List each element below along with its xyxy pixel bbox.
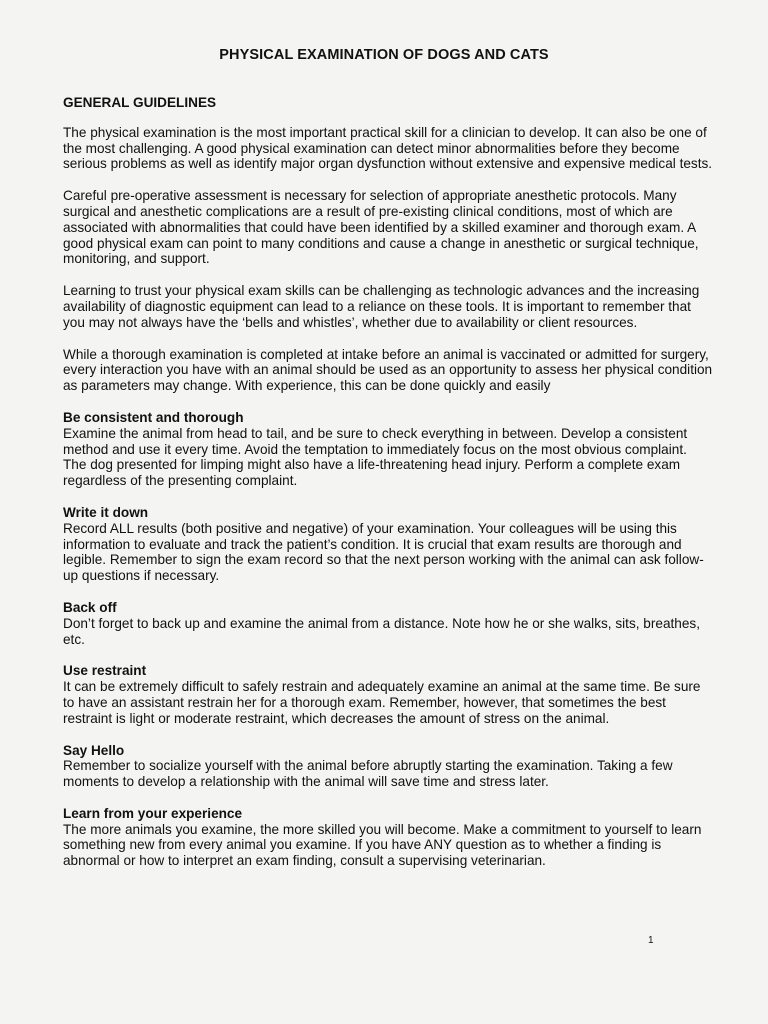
guideline-use-restraint bbox=[63, 663, 713, 726]
guideline-write-it-down bbox=[63, 505, 713, 584]
guideline-text: Examine the animal from head to tail, and be sure to check everything in between. Develop a consistent method and use it every time. Avoid the temptation to immediately focus on the most obvious complaint. The dog presented for limping might also have a life-threatening head injury. Perform a complete exam regardless of the presenting complaint. bbox=[63, 425, 688, 489]
guideline-text: Record ALL results (both positive and negative) of your examination. Your colleagues will be using this information to evaluate and track the patient’s condition. It is crucial that exam results are thorough and legible. Remember to sign the exam record so that the next person working with the animal can ask follow-up questions if necessary. bbox=[63, 520, 704, 584]
intro-paragraph: Careful pre-operative assessment is necessary for selection of appropriate anesthetic protocols. Many surgical and anesthetic complications are a result of pre-existing clinical conditions, most of which are associated with abnormalities that could have been identified by a skilled examiner and thorough exam. A good physical exam can point to many conditions and cause a change in anesthetic or surgical technique, monitoring, and support. bbox=[63, 188, 699, 267]
guideline-heading: Be consistent and thorough bbox=[63, 409, 244, 425]
guideline-text: The more animals you examine, the more skilled you will become. Make a commitment to yourself to learn something new from every animal you examine. If you have ANY question as to whether a finding is abnormal or how to interpret an exam finding, consult a supervising veterinarian. bbox=[63, 821, 702, 869]
intro-paragraph: Learning to trust your physical exam skills can be challenging as technologic advances and the increasing availability of diagnostic equipment can lead to a reliance on these tools. It is important to remember that you may not always have the ‘bells and whistles’, whether due to availability or client resources. bbox=[63, 283, 700, 330]
guideline-heading: Learn from your experience bbox=[63, 805, 243, 821]
intro-paragraph: The physical examination is the most important practical skill for a clinician to develop. It can also be one of the most challenging. A good physical examination can detect minor abnormalities before they become serious problems as well as identify major organ dysfunction without extensive and expensive medical tests. bbox=[63, 124, 713, 172]
page-number: 1 bbox=[648, 935, 654, 946]
guideline-heading: Use restraint bbox=[63, 663, 147, 679]
guideline-back-off bbox=[63, 600, 713, 647]
guideline-heading: Say Hello bbox=[63, 742, 125, 758]
guideline-consistent bbox=[63, 410, 713, 489]
document-title: PHYSICAL EXAMINATION OF DOGS AND CATS bbox=[219, 47, 549, 63]
guideline-learn bbox=[63, 806, 713, 869]
guideline-heading: Write it down bbox=[63, 504, 149, 520]
guideline-text: Remember to socialize yourself with the animal before abruptly starting the examination. Taking a few moments to develop a relationship with the animal will save time and stress later. bbox=[63, 758, 673, 790]
document-body bbox=[63, 95, 713, 885]
guideline-say-hello bbox=[63, 743, 713, 790]
guideline-text: It can be extremely difficult to safely restrain and adequately examine an animal at the same time. Be sure to have an assistant restrain her for a thorough exam. Remember, however, that sometimes the best restraint is light or moderate restraint, which decreases the amount of stress on the animal. bbox=[63, 679, 701, 726]
guideline-heading: Back off bbox=[63, 599, 117, 615]
intro-paragraph: While a thorough examination is completed at intake before an animal is vaccinated or admitted for surgery, every interaction you have with an animal should be used as an opportunity to assess her physical condition as parameters may change. With experience, this can be done quickly and easily bbox=[63, 346, 713, 394]
guideline-text: Don’t forget to back up and examine the animal from a distance. Note how he or she walks, sits, breathes, etc. bbox=[63, 615, 700, 647]
section-heading: GENERAL GUIDELINES bbox=[63, 95, 217, 110]
